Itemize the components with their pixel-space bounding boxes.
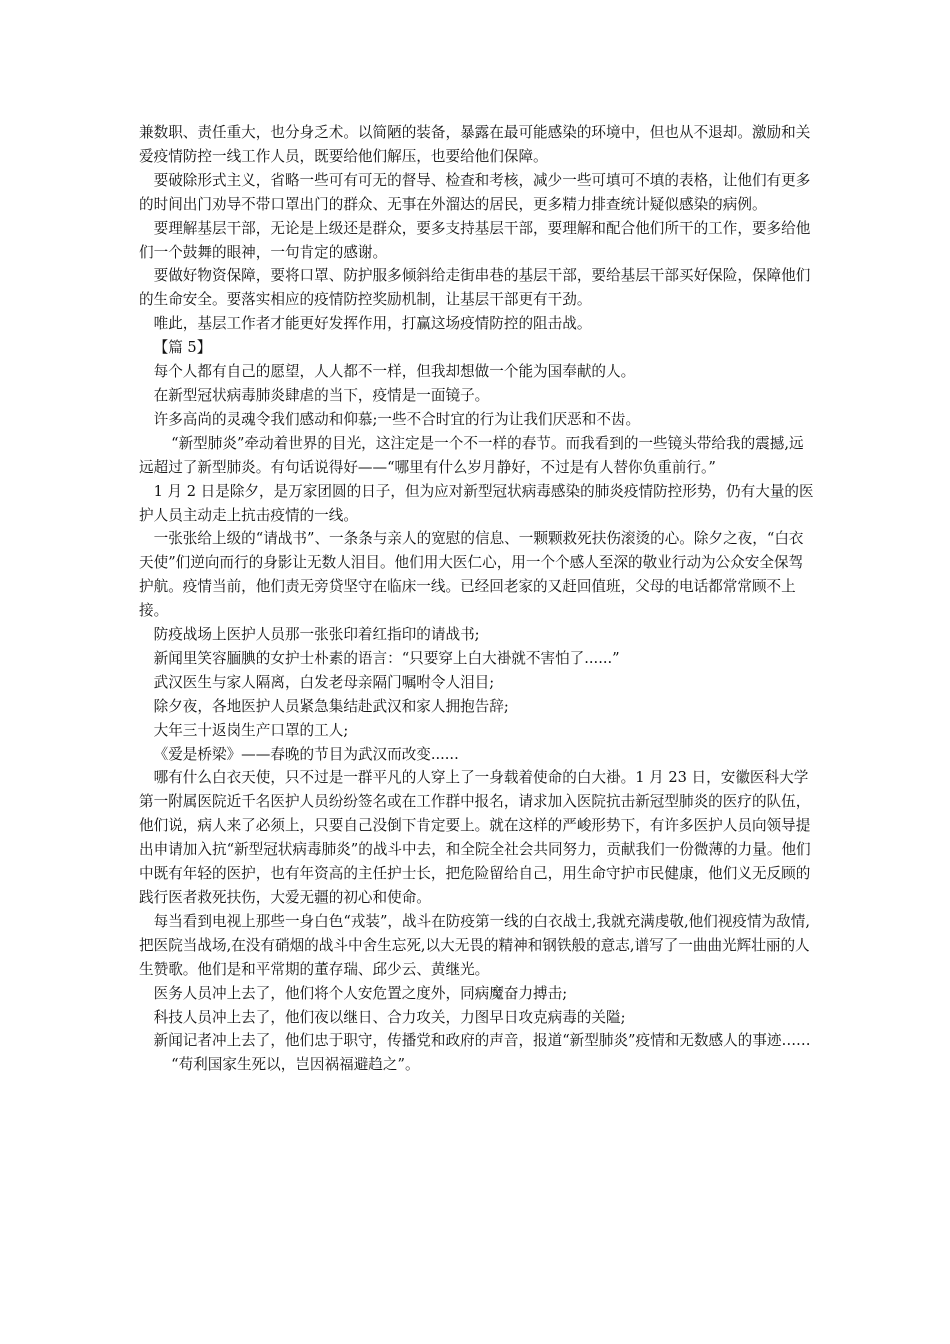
paragraph: 医务人员冲上去了，他们将个人安危置之度外，同病魔奋力搏击; — [153, 984, 568, 1002]
paragraph: 武汉医生与家人隔离，白发老母亲隔门嘱咐令人泪目; — [153, 673, 495, 691]
paragraph: 在新型冠状病毒肺炎肆虐的当下，疫情是一面镜子。 — [153, 386, 490, 404]
paragraph: 许多高尚的灵魂令我们感动和仰慕;一些不合时宜的行为让我们厌恶和不齿。 — [153, 410, 641, 428]
paragraph: 唯此，基层工作者才能更好发挥作用，打赢这场疫情防控的阻击战。 — [153, 315, 592, 333]
paragraph: 要理解基层干部，无论是上级还是群众，要多支持基层干部，要理解和配合他们所干的工作，要多给他们一个鼓舞的眼神，一句肯定的感谢。 — [139, 219, 811, 261]
paragraph: 哪有什么白衣天使，只不过是一群平凡的人穿上了一身载着使命的白大褂。1 月 23 日，安徽医科大学第一附属医院近千名医护人员纷纷签名或在工作群中报名，请求加入医院抗击新冠型肺炎的医疗的队伍，他们说，病人来了必须上，只要自己没倒下肯定要上。就在这样的严峻形势下，有许多医护人员向领导提出申请加入抗“新型冠状病毒肺炎”的战斗中去，和全院全社会共同努力，贡献我们一份微薄的力量。他们中既有年轻的医护，也有年资高的主任护士长，把危险留给自己，用生命守护市民健康，他们义无反顾的践行医者救死扶伤，大爱无疆的初心和使命。 — [139, 769, 811, 906]
paragraph: 新闻里笑容腼腆的女护士朴素的语言：“只要穿上白大褂就不害怕了......” — [153, 649, 620, 667]
paragraph: 一张张给上级的“请战书”、一条条与亲人的宽慰的信息、一颗颗救死扶伤滚烫的心。除夕之夜，“白衣天使”们逆向而行的身影让无数人泪目。他们用大医仁心，用一个个感人至深的敬业行动为公众安全保驾护航。疫情当前，他们责无旁贷坚守在临床一线。已经回老家的又赶回值班，父母的电话都常常顾不上接。 — [139, 530, 804, 620]
paragraph: “苟利国家生死以，岂因祸福避趋之”。 — [171, 1056, 420, 1074]
document-body — [139, 121, 815, 1077]
section-heading: 【篇 5】 — [153, 339, 212, 357]
paragraph: 每个人都有自己的愿望，人人都不一样，但我却想做一个能为国奉献的人。 — [153, 363, 636, 381]
paragraph: 兼数职、责任重大，也分身乏术。以简陋的装备，暴露在最可能感染的环境中，但也从不退却。激励和关爱疫情防控一线工作人员，既要给他们解压，也要给他们保障。 — [139, 124, 811, 165]
paragraph: “新型肺炎”牵动着世界的目光，这注定是一个不一样的春节。而我看到的一些镜头带给我的震撼,远远超过了新型肺炎。有句话说得好——“哪里有什么岁月静好，不过是有人替你负重前行。” — [139, 434, 804, 476]
paragraph: 防疫战场上医护人员那一张张印着红指印的请战书; — [153, 626, 480, 644]
paragraph: 除夕夜，各地医护人员紧急集结赴武汉和家人拥抱告辞; — [153, 697, 509, 715]
paragraph: 要做好物资保障，要将口罩、防护服多倾斜给走街串巷的基层干部，要给基层干部买好保险，保障他们的生命安全。要落实相应的疫情防控奖励机制，让基层干部更有干劲。 — [139, 267, 811, 309]
paragraph: 科技人员冲上去了，他们夜以继日、合力攻关，力图早日攻克病毒的关隘; — [153, 1008, 626, 1026]
paragraph: 新闻记者冲上去了，他们忠于职守，传播党和政府的声音，报道“新型肺炎”疫情和无数感人的事迹…… — [153, 1032, 811, 1050]
paragraph: 每当看到电视上那些一身白色“戎装”，战斗在防疫第一线的白衣战士,我就充满虔敬,他们视疫情为敌情,把医院当战场,在没有硝烟的战斗中舍生忘死,以大无畏的精神和钢铁般的意志,谱写了一曲曲光辉壮丽的人生赞歌。他们是和平常期的董存瑞、邱少云、黄继光。 — [139, 912, 810, 978]
paragraph: 大年三十返岗生产口罩的工人; — [153, 721, 349, 739]
paragraph: 要破除形式主义，省略一些可有可无的督导、检查和考核，减少一些可填可不填的表格，让他们有更多的时间出门劝导不带口罩出门的群众、无事在外溜达的居民，更多精力排查统计疑似感染的病例。 — [139, 171, 811, 213]
paragraph: 《爱是桥梁》——春晚的节目为武汉而改变...... — [153, 745, 459, 763]
paragraph: 1 月 2 日是除夕，是万家团圆的日子，但为应对新型冠状病毒感染的肺炎疫情防控形势，仍有大量的医护人员主动走上抗击疫情的一线。 — [139, 482, 814, 524]
